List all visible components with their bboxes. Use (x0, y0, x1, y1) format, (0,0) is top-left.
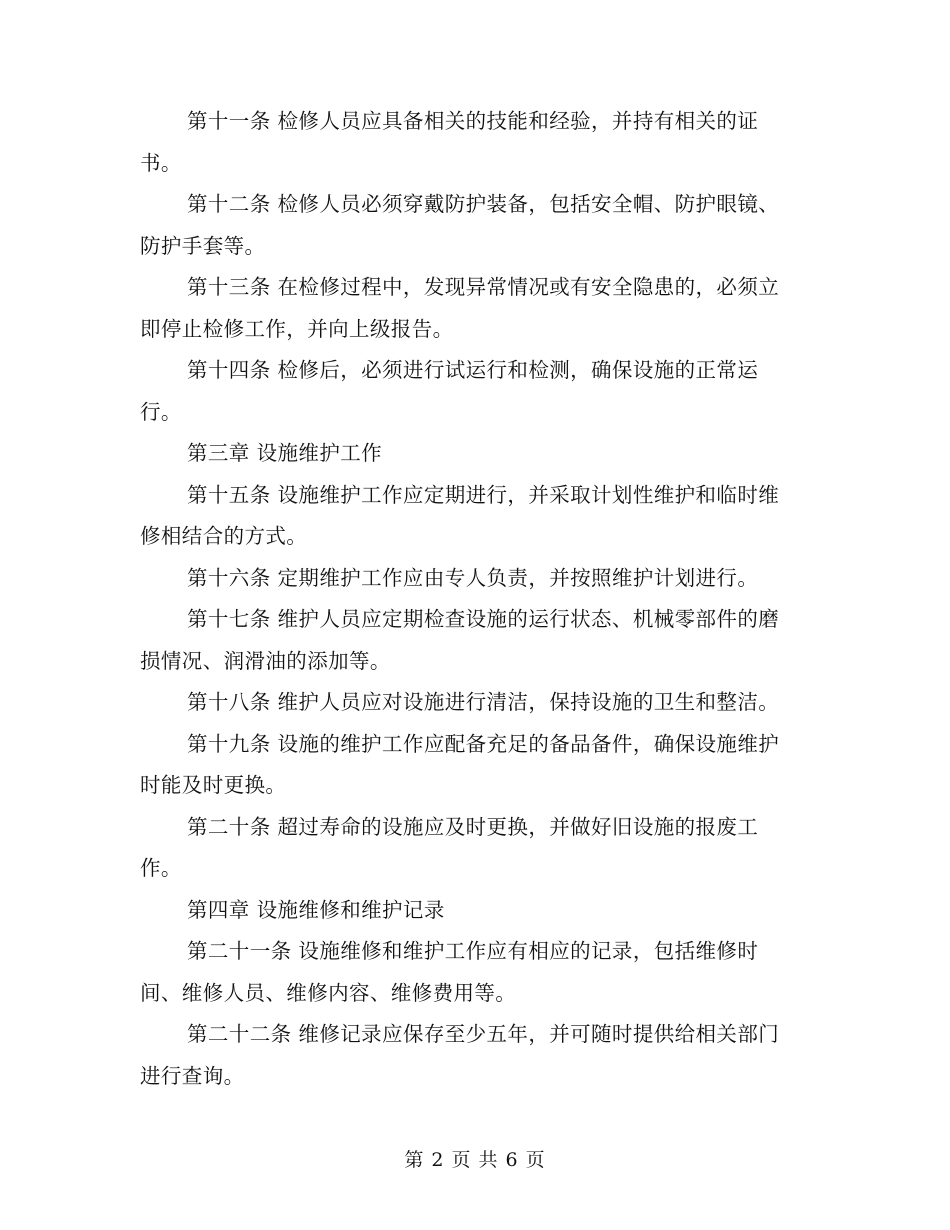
paragraph-line: 作。 (140, 856, 182, 880)
article-18 (140, 682, 810, 724)
paragraph-line: 第十六条 定期维护工作应由专人负责，并按照维护计划进行。 (187, 565, 759, 590)
article-22 (140, 1014, 810, 1097)
article-12 (140, 184, 810, 267)
article-16 (140, 558, 810, 600)
paragraph-line: 行。 (140, 399, 182, 424)
paragraph-line: 第二十条 超过寿命的设施应及时更换，并做好旧设施的报废工 (187, 814, 759, 839)
article-13 (140, 267, 810, 350)
paragraph-line: 第二十二条 维修记录应保存至少五年，并可随时提供给相关部门 (187, 1022, 780, 1046)
paragraph-line: 第十四条 检修后，必须进行试运行和检测，确保设施的正常运 (187, 358, 759, 382)
paragraph-line: 书。 (140, 150, 182, 175)
paragraph-line: 修相结合的方式。 (140, 524, 308, 548)
chapter-title: 第三章 设施维护工作 (187, 441, 383, 465)
paragraph-line: 间、维修人员、维修内容、维修费用等。 (140, 980, 517, 1005)
article-19 (140, 724, 810, 807)
paragraph-line: 损情况、润滑油的添加等。 (140, 648, 391, 673)
page-number-footer: 第 2 页 共 6 页 (404, 1149, 546, 1171)
chapter-4-heading (140, 890, 810, 932)
article-15 (140, 475, 810, 558)
paragraph-line: 第十九条 设施的维护工作应配备充足的备品备件，确保设施维护 (187, 731, 780, 756)
paragraph-line: 第十二条 检修人员必须穿戴防护装备，包括安全帽、防护眼镜、 (187, 192, 780, 216)
paragraph-line: 第十五条 设施维护工作应定期进行，并采取计划性维护和临时维 (187, 482, 780, 507)
article-11 (140, 101, 810, 184)
article-21 (140, 931, 810, 1014)
paragraph-line: 进行查询。 (140, 1063, 245, 1088)
article-20 (140, 807, 810, 890)
chapter-3-heading (140, 433, 810, 475)
paragraph-line: 第二十一条 设施维修和维护工作应有相应的记录，包括维修时 (187, 939, 759, 963)
paragraph-line: 即停止检修工作，并向上级报告。 (140, 316, 454, 341)
chapter-title: 第四章 设施维修和维护记录 (187, 897, 445, 922)
paragraph-line: 时能及时更换。 (140, 773, 287, 797)
article-17 (140, 599, 810, 682)
paragraph-line: 防护手套等。 (140, 233, 266, 258)
document-body (140, 101, 810, 1097)
article-14 (140, 350, 810, 433)
paragraph-line: 第十八条 维护人员应对设施进行清洁，保持设施的卫生和整洁。 (187, 690, 780, 714)
paragraph-line: 第十一条 检修人员应具备相关的技能和经验，并持有相关的证 (187, 109, 759, 133)
paragraph-line: 第十七条 维护人员应定期检查设施的运行状态、机械零部件的磨 (187, 607, 780, 631)
paragraph-line: 第十三条 在检修过程中，发现异常情况或有安全隐患的，必须立 (187, 275, 780, 299)
